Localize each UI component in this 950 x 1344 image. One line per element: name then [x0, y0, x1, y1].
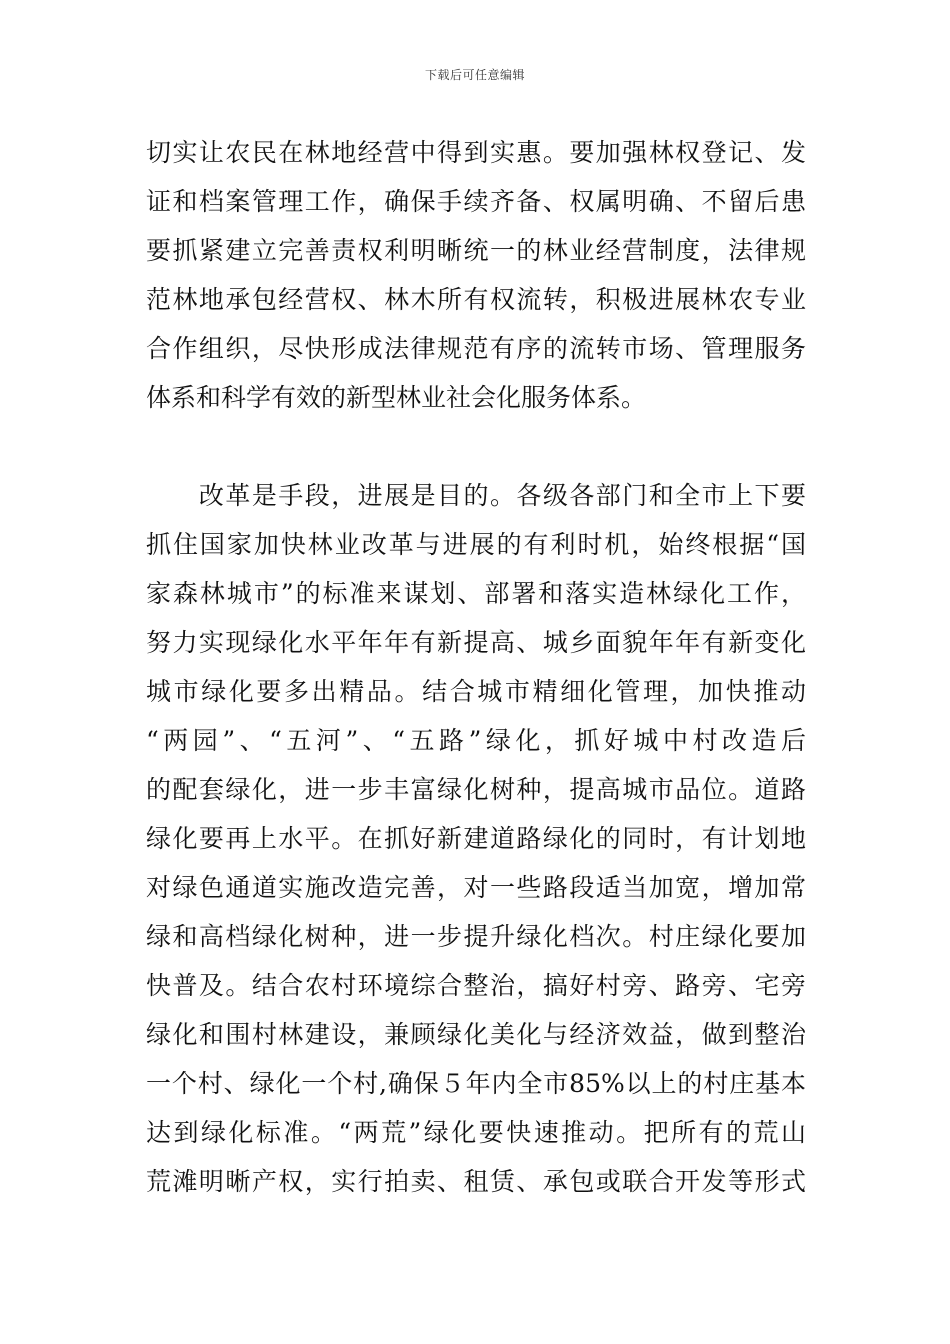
paragraph-2 — [146, 471, 806, 1206]
paragraph-line: 抓住国家加快林业改革与进展的有利时机，始终根据“国 — [146, 530, 806, 559]
paragraph-line: 达到绿化标准。“两荒”绿化要快速推动。把所有的荒山 — [146, 1118, 806, 1147]
paragraph-line: 绿和高档绿化树种，进一步提升绿化档次。村庄绿化要加 — [146, 922, 806, 951]
paragraph-line: 改革是手段，进展是目的。各级各部门和全市上下要 — [146, 481, 806, 510]
paragraph-1 — [146, 128, 806, 422]
paragraph-line: 绿化要再上水平。在抓好新建道路绿化的同时，有计划地 — [146, 824, 806, 853]
paragraph-line: 绿化和围村林建设，兼顾绿化美化与经济效益，做到整治 — [146, 1020, 806, 1049]
paragraph-line: 对绿色通道实施改造完善，对一些路段适当加宽，增加常 — [146, 873, 806, 902]
paragraph-line: 荒滩明晰产权，实行拍卖、租赁、承包或联合开发等形式 — [146, 1167, 806, 1196]
paragraph-line: 要抓紧建立完善责权利明晰统一的林业经营制度，法律规 — [146, 236, 806, 265]
paragraph-line: 切实让农民在林地经营中得到实惠。要加强林权登记、发 — [146, 138, 806, 167]
paragraph-line: 一个村、绿化一个村,确保５年内全市85%以上的村庄基本 — [146, 1069, 806, 1098]
page-header: 下载后可任意编辑 — [424, 68, 525, 82]
paragraph-line: 家森林城市”的标准来谋划、部署和落实造林绿化工作， — [146, 579, 806, 608]
paragraph-line: 城市绿化要多出精品。结合城市精细化管理，加快推动 — [146, 677, 806, 706]
paragraph-line: 体系和科学有效的新型林业社会化服务体系。 — [146, 383, 647, 412]
paragraph-line: 合作组织，尽快形成法律规范有序的流转市场、管理服务 — [146, 334, 806, 363]
paragraph-line: 努力实现绿化水平年年有新提高、城乡面貌年年有新变化 — [146, 628, 806, 657]
paragraph-line: “两园”、“五河”、“五路”绿化，抓好城中村改造后 — [146, 726, 806, 755]
paragraph-line: 证和档案管理工作，确保手续齐备、权属明确、不留后患 — [146, 187, 806, 216]
paragraph-line: 范林地承包经营权、林木所有权流转，积极进展林农专业 — [146, 285, 806, 314]
paragraph-line: 的配套绿化，进一步丰富绿化树种，提高城市品位。道路 — [146, 775, 806, 804]
paragraph-line: 快普及。结合农村环境综合整治，搞好村旁、路旁、宅旁 — [146, 971, 806, 1000]
